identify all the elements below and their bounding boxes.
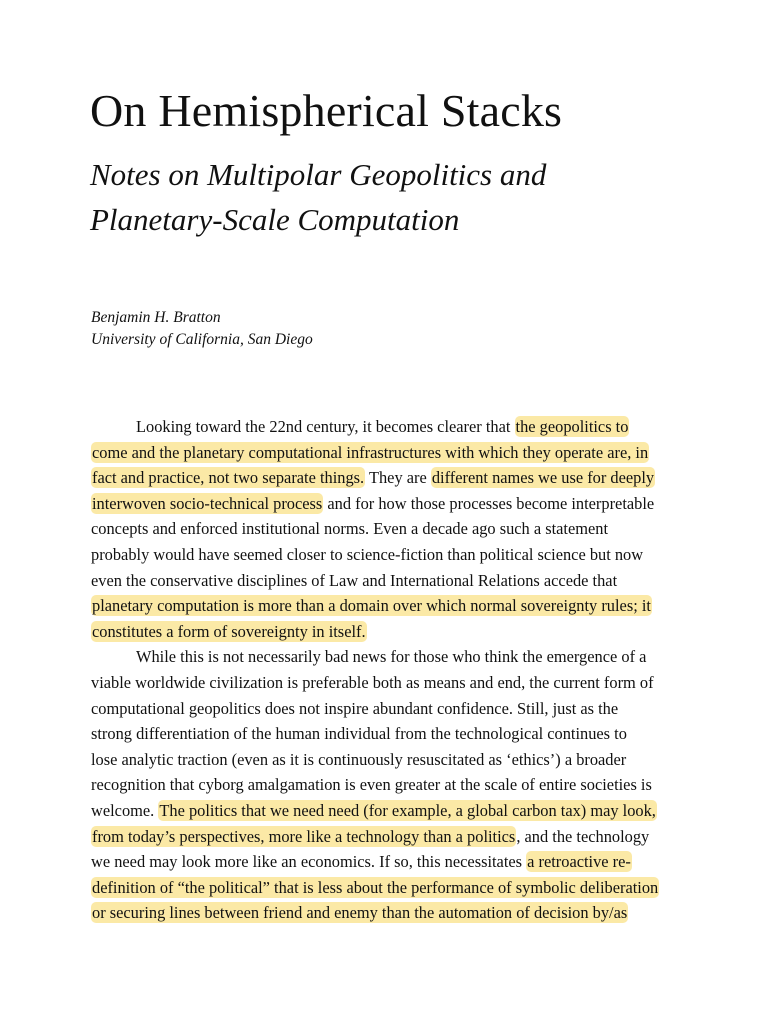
highlighted-text: different names we use for deeply <box>431 468 655 488</box>
body-text-segment: They are <box>365 468 431 488</box>
body-line <box>91 849 677 875</box>
highlighted-text: or securing lines between friend and enemy than the automation of decision by/as <box>92 903 628 923</box>
body-line <box>91 721 677 747</box>
highlighted-text: The politics that we need need (for example, a global carbon tax) may look, <box>159 800 656 820</box>
paper-title: On Hemispherical Stacks <box>90 85 563 136</box>
body-line <box>91 696 677 722</box>
body-line <box>91 875 677 901</box>
paper-subtitle <box>90 152 730 242</box>
body-text-segment: probably would have seemed closer to science-fiction than political science but now <box>91 544 644 564</box>
body-text-segment: While this is not necessarily bad news for those who think the emergence of a <box>136 647 647 667</box>
body-text-segment: lose analytic traction (even as it is continuously resuscitated as ‘ethics’) a broader <box>91 749 627 769</box>
body-text-segment: welcome. <box>91 800 159 820</box>
highlighted-text: a retroactive re- <box>527 852 631 872</box>
body-line <box>91 465 677 491</box>
body-text-segment: concepts and enforced institutional norms. Even a decade ago such a statement <box>91 519 609 539</box>
author-block <box>91 307 313 351</box>
highlighted-text: definition of “the political” that is less about the performance of symbolic deliberation <box>92 877 659 897</box>
highlighted-text: from today’s perspectives, more like a technology than a politics <box>92 826 516 846</box>
subtitle-line: Notes on Multipolar Geopolitics and <box>90 157 547 192</box>
subtitle-line: Planetary-Scale Computation <box>90 202 460 237</box>
body-line <box>91 772 677 798</box>
body-text <box>91 414 677 926</box>
author-name: Benjamin H. Bratton <box>91 309 221 326</box>
body-text-segment: , and the technology <box>516 826 650 846</box>
highlighted-text: the geopolitics to <box>515 417 629 436</box>
body-line <box>91 542 677 568</box>
body-line <box>91 516 677 542</box>
highlighted-text: interwoven socio-technical process <box>92 493 323 513</box>
body-text-segment: recognition that cyborg amalgamation is even greater at the scale of entire societies is <box>91 775 652 795</box>
body-text-segment: and for how those processes become interpretable <box>323 493 655 513</box>
highlighted-text: fact and practice, not two separate things. <box>92 468 365 488</box>
body-line <box>91 414 677 440</box>
body-line <box>91 568 677 594</box>
body-line <box>91 798 677 824</box>
body-text-segment: computational geopolitics does not inspire abundant confidence. Still, just as the <box>91 698 619 718</box>
highlighted-text: constitutes a form of sovereignty in itself. <box>92 621 366 641</box>
highlighted-text: planetary computation is more than a domain over which normal sovereignty rules; it <box>92 596 651 616</box>
body-line <box>91 491 677 517</box>
body-line <box>91 593 677 619</box>
highlighted-text: come and the planetary computational infrastructures with which they operate are, in <box>92 442 649 462</box>
body-text-segment: strong differentiation of the human individual from the technological continues to <box>91 724 627 744</box>
body-line <box>91 619 677 645</box>
body-line <box>91 824 677 850</box>
body-line <box>91 644 677 670</box>
body-line <box>91 670 677 696</box>
author-affiliation: University of California, San Diego <box>91 331 313 348</box>
body-line <box>91 440 677 466</box>
body-text-segment: viable worldwide civilization is preferable both as means and end, the current form of <box>91 672 654 692</box>
body-line <box>91 747 677 773</box>
body-text-segment: Looking toward the 22nd century, it becomes clearer that <box>136 417 515 436</box>
body-text-segment: we need may look more like an economics. If so, this necessitates <box>91 852 527 872</box>
body-text-segment: even the conservative disciplines of Law and International Relations accede that <box>91 570 618 590</box>
body-line <box>91 900 677 926</box>
